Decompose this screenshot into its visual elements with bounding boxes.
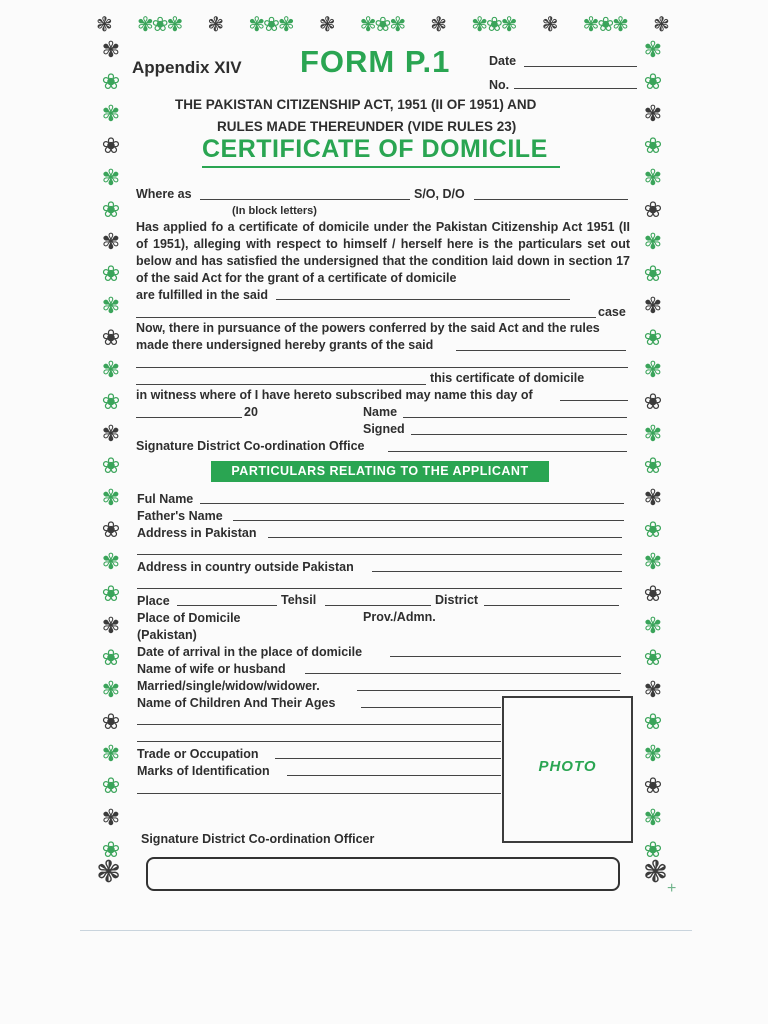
fulfilled-label: are fulfilled in the said	[136, 288, 268, 302]
certificate-title: CERTIFICATE OF DOMICILE	[202, 135, 548, 163]
floral-ornament-icon: ✾	[101, 421, 121, 446]
grant-field[interactable]	[456, 350, 626, 351]
place-label: Place	[137, 594, 170, 608]
floral-ornament-icon: ❀	[101, 133, 121, 158]
name-block-field[interactable]	[200, 199, 410, 200]
floral-ornament-icon: ✾❀✾	[248, 14, 293, 36]
floral-ornament-icon: ❀	[101, 389, 121, 414]
border-left	[96, 37, 126, 862]
page-edge-line	[80, 930, 692, 931]
day-field[interactable]	[560, 400, 628, 401]
parent-name-field[interactable]	[474, 199, 628, 200]
no-label: No.	[489, 78, 510, 92]
signature-office-label: Signature District Co-ordination Office	[136, 439, 365, 453]
floral-ornament-icon: ✾	[101, 165, 121, 190]
address-pakistan-label: Address in Pakistan	[137, 526, 257, 540]
floral-ornament-icon: ❀	[101, 581, 121, 606]
floral-ornament-icon: ❀	[101, 837, 121, 862]
name-label: Name	[363, 405, 398, 419]
floral-ornament-icon: ❀	[101, 453, 121, 478]
floral-ornament-icon: ✾	[101, 101, 121, 126]
address-outside-field-2[interactable]	[137, 588, 622, 589]
floral-ornament-icon: ✾❀✾	[359, 14, 405, 36]
date-arrival-field[interactable]	[390, 656, 621, 657]
grant-field-3[interactable]	[136, 384, 426, 385]
address-outside-label: Address in country outside Pakistan	[137, 560, 354, 574]
floral-ornament-icon: ✾	[101, 357, 121, 382]
fulfilled-field[interactable]	[276, 299, 570, 300]
floral-ornament-icon: ❀	[643, 837, 663, 862]
floral-ornament-icon: ✾❀✾	[136, 14, 182, 36]
flower-icon: ❃	[96, 856, 122, 889]
full-name-field[interactable]	[200, 503, 624, 504]
floral-ornament-icon: ✾	[643, 613, 663, 638]
floral-ornament-icon: ✾	[101, 741, 121, 766]
children-field-3[interactable]	[137, 741, 501, 742]
floral-ornament-icon: ❀	[643, 325, 663, 350]
title-underline	[202, 166, 560, 168]
floral-ornament-icon: ❃	[541, 14, 557, 36]
floral-ornament-icon: ❀	[101, 325, 121, 350]
floral-ornament-icon: ❃	[653, 14, 668, 36]
place-domicile-label: Place of Domicile	[137, 611, 241, 625]
district-field[interactable]	[484, 605, 619, 606]
floral-ornament-icon: ❀	[643, 709, 663, 734]
marital-status-field[interactable]	[357, 690, 620, 691]
date-label: Date	[489, 54, 517, 68]
signed-label: Signed	[363, 422, 405, 436]
border-top	[96, 10, 668, 40]
floral-ornament-icon: ✾	[643, 805, 663, 830]
floral-ornament-icon: ✾	[643, 421, 663, 446]
so-do-label: S/O, D/O	[414, 187, 465, 201]
floral-ornament-icon: ❃	[96, 14, 111, 36]
border-right	[638, 37, 668, 862]
floral-ornament-icon: ✾❀✾	[471, 14, 516, 36]
bottom-box	[146, 857, 620, 891]
month-field[interactable]	[136, 417, 242, 418]
flower-icon: ❃	[642, 856, 668, 889]
floral-ornament-icon: ❀	[101, 773, 121, 798]
floral-ornament-icon: ❀	[643, 133, 663, 158]
particulars-banner: PARTICULARS RELATING TO THE APPLICANT	[211, 461, 549, 482]
name-field[interactable]	[403, 417, 627, 418]
marks-field[interactable]	[287, 775, 501, 776]
floral-ornament-icon: ✾	[643, 741, 663, 766]
marks-label: Marks of Identification	[137, 764, 270, 778]
floral-ornament-icon: ❀	[101, 261, 121, 286]
made-there-label: made there undersigned hereby grants of the said	[136, 338, 434, 352]
place-field[interactable]	[177, 605, 277, 606]
photo-box[interactable]	[502, 696, 633, 843]
fathers-name-field[interactable]	[233, 520, 624, 521]
floral-ornament-icon: ✾	[101, 549, 121, 574]
in-witness-label: in witness where of I have hereto subscribed may name this day of	[136, 388, 533, 402]
act-title-line2: RULES MADE THEREUNDER (VIDE RULES 23)	[217, 119, 517, 134]
floral-ornament-icon: ❀	[101, 69, 121, 94]
grant-field-2[interactable]	[136, 367, 628, 368]
floral-ornament-icon: ❀	[643, 645, 663, 670]
trade-label: Trade or Occupation	[137, 747, 259, 761]
floral-ornament-icon: ❀	[643, 261, 663, 286]
marital-status-label: Married/single/widow/widower.	[137, 679, 320, 693]
case-label: case	[598, 305, 626, 319]
floral-ornament-icon: ✾	[643, 357, 663, 382]
floral-ornament-icon: ✾	[643, 165, 663, 190]
tehsil-field[interactable]	[325, 605, 431, 606]
floral-ornament-icon: ✾	[101, 293, 121, 318]
application-paragraph: Has applied fo a certificate of domicile under the Pakistan Citizenship Act 1951 (II of 1951), alleging with respect to himself / herself here is the particulars set out below and has satisfied the undersigned that the condition laid down in section 17 of the said Act for the grant of a certificate of domicile	[136, 220, 630, 285]
prov-admn-label: Prov./Admn.	[363, 610, 436, 624]
this-certificate-label: this certificate of domicile	[430, 371, 585, 385]
district-label: District	[435, 593, 479, 607]
floral-ornament-icon: ❀	[101, 645, 121, 670]
number-field[interactable]	[514, 88, 637, 89]
floral-ornament-icon: ❀	[643, 517, 663, 542]
date-field[interactable]	[524, 66, 637, 67]
children-label: Name of Children And Their Ages	[137, 696, 336, 710]
floral-ornament-icon: ❀	[643, 389, 663, 414]
full-name-label: Ful Name	[137, 492, 194, 506]
floral-ornament-icon: ✾	[101, 613, 121, 638]
floral-ornament-icon: ✾	[101, 37, 121, 62]
date-arrival-label: Date of arrival in the place of domicile	[137, 645, 363, 659]
where-as-label: Where as	[136, 187, 192, 201]
children-field[interactable]	[361, 707, 501, 708]
floral-ornament-icon: ✾	[101, 805, 121, 830]
floral-ornament-icon: ✾	[643, 677, 663, 702]
tehsil-label: Tehsil	[281, 593, 317, 607]
floral-ornament-icon: ❃	[430, 14, 446, 36]
powers-paragraph: Now, there in pursuance of the powers conferred by the said Act and the rules	[136, 321, 600, 335]
wife-husband-label: Name of wife or husband	[137, 662, 286, 676]
floral-ornament-icon: ❀	[101, 197, 121, 222]
floral-ornament-icon: ✾	[643, 293, 663, 318]
floral-ornament-icon: ✾	[643, 549, 663, 574]
floral-ornament-icon: ❀	[643, 197, 663, 222]
floral-ornament-icon: ✾	[643, 485, 663, 510]
signed-field[interactable]	[411, 434, 627, 435]
floral-ornament-icon: ❀	[643, 581, 663, 606]
form-title: FORM P.1	[300, 44, 451, 79]
signature-officer-label: Signature District Co-ordination Officer	[141, 832, 375, 846]
floral-ornament-icon: ✾❀✾	[582, 14, 627, 36]
floral-ornament-icon: ✾	[643, 37, 663, 62]
address-pakistan-field-2[interactable]	[137, 554, 622, 555]
pakistan-label: (Pakistan)	[137, 628, 197, 642]
floral-ornament-icon: ❀	[643, 453, 663, 478]
block-letters-note: (In block letters)	[232, 205, 317, 217]
trade-field[interactable]	[275, 758, 501, 759]
floral-ornament-icon: ❃	[207, 14, 223, 36]
plus-mark-icon: +	[667, 880, 677, 897]
case-field[interactable]	[136, 317, 596, 318]
floral-ornament-icon: ✾	[643, 101, 663, 126]
floral-ornament-icon: ❀	[101, 709, 121, 734]
photo-label: PHOTO	[538, 758, 597, 775]
appendix-label: Appendix XIV	[132, 58, 242, 77]
marks-field-2[interactable]	[137, 793, 501, 794]
floral-ornament-icon: ✾	[643, 229, 663, 254]
year-prefix: 20	[244, 405, 258, 419]
address-outside-field[interactable]	[372, 571, 622, 572]
floral-ornament-icon: ✾	[101, 485, 121, 510]
wife-husband-field[interactable]	[305, 673, 621, 674]
children-field-2[interactable]	[137, 724, 501, 725]
floral-ornament-icon: ❃	[318, 14, 334, 36]
floral-ornament-icon: ❀	[643, 773, 663, 798]
floral-ornament-icon: ✾	[101, 229, 121, 254]
floral-ornament-icon: ❀	[643, 69, 663, 94]
address-pakistan-field[interactable]	[268, 537, 622, 538]
act-title-line1: THE PAKISTAN CITIZENSHIP ACT, 1951 (II OF 1951) AND	[175, 97, 537, 112]
floral-ornament-icon: ❀	[101, 517, 121, 542]
floral-ornament-icon: ✾	[101, 677, 121, 702]
signature-office-field[interactable]	[388, 451, 627, 452]
fathers-name-label: Father's Name	[137, 509, 223, 523]
